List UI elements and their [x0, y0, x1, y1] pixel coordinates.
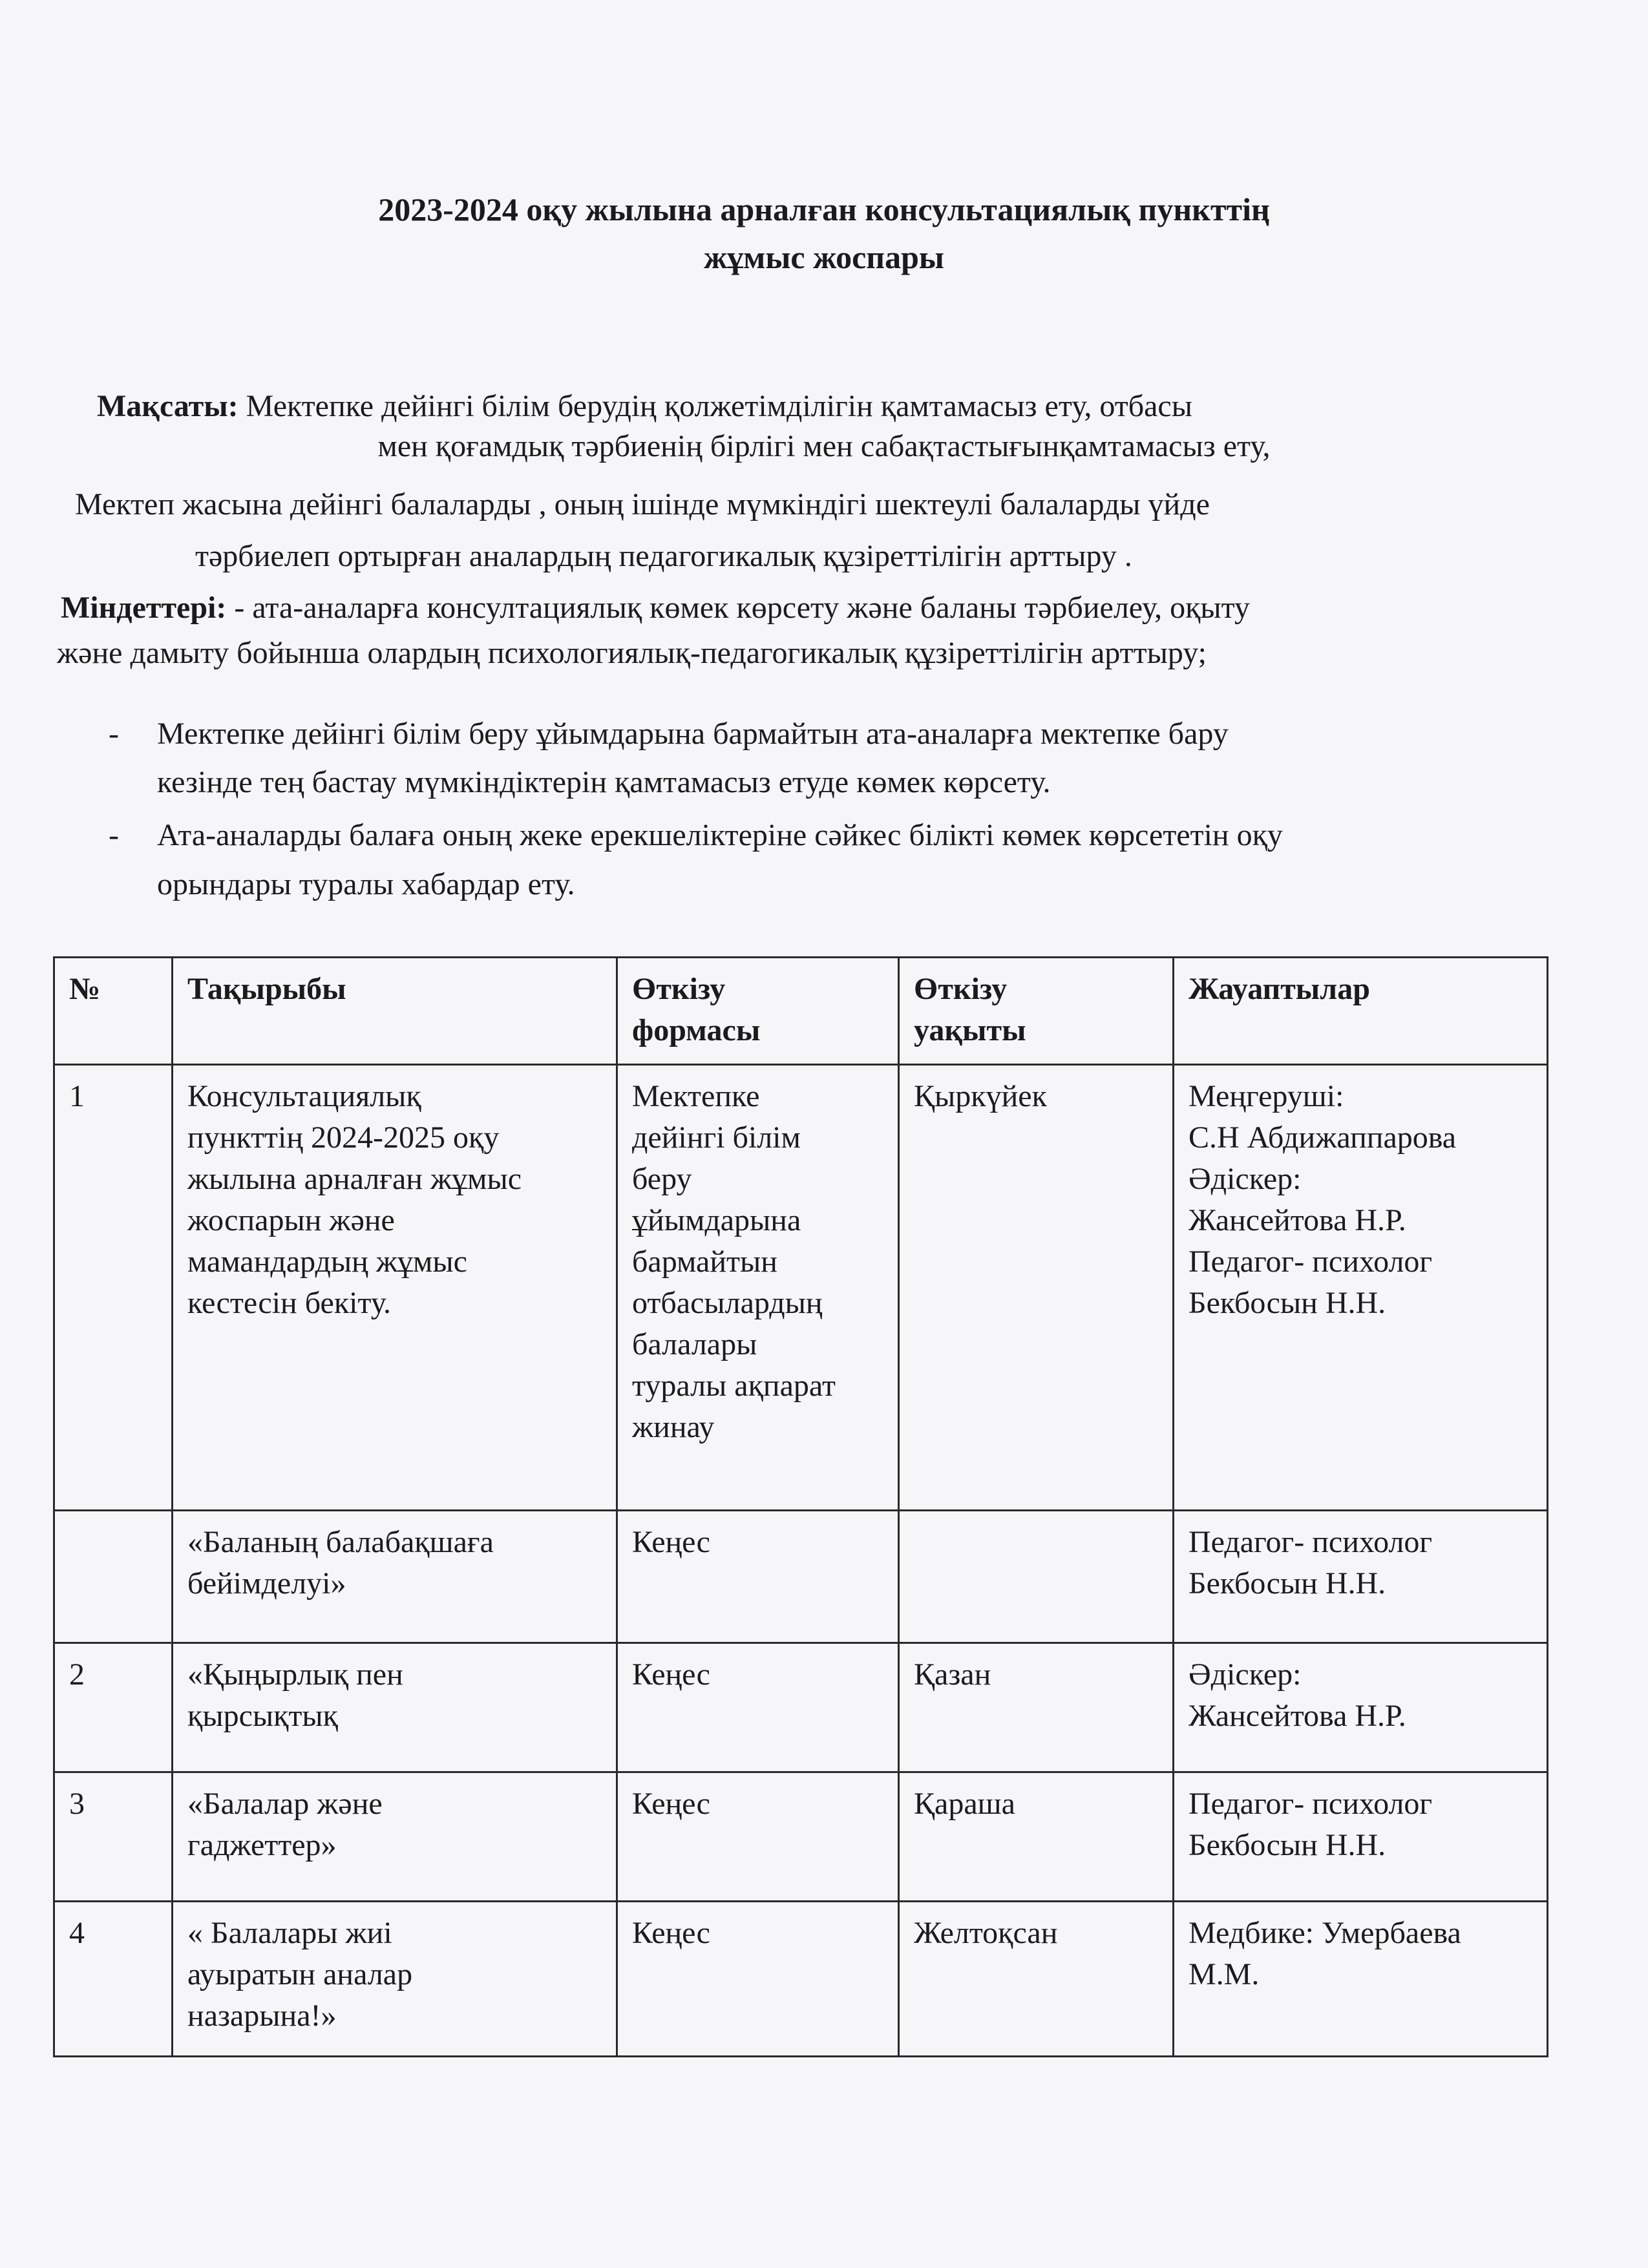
- header-form: Өткізу формасы: [617, 958, 899, 1065]
- row-form: Мектепке дейінгі білім беру ұйымдарына бармайтын отбасылардың балалары туралы ақпарат жинау: [617, 1065, 899, 1511]
- row-responsible: Педагог- психолог Бекбосын Н.Н.: [1174, 1772, 1548, 1902]
- row-responsible: Медбике: Умербаева М.М.: [1174, 1902, 1548, 2057]
- row-topic: «Баланың балабақшаға бейімделуі»: [173, 1511, 617, 1643]
- table-row: [54, 1511, 1548, 1643]
- row-time: Қазан: [899, 1643, 1174, 1772]
- goal-line-3: Мектеп жасына дейінгі балаларды , оның ішінде мүмкіндігі шектеулі балаларды үйде: [75, 487, 1210, 521]
- tasks-label: Міндеттері:: [61, 591, 227, 625]
- row-time: Қараша: [899, 1772, 1174, 1902]
- header-responsible: Жауаптылар: [1174, 958, 1548, 1065]
- row-topic: «Балалар және гаджеттер»: [173, 1772, 617, 1902]
- row-number: 1: [54, 1065, 173, 1511]
- row-form: Кеңес: [617, 1772, 899, 1902]
- goal-text-1: Мектепке дейінгі білім берудің қолжетімділігін қамтамасыз ету, отбасы: [238, 389, 1192, 423]
- row-time: Қыркүйек: [899, 1065, 1174, 1511]
- row-responsible: Меңгеруші: С.Н Абдижаппарова Әдіскер: Жансейтова Н.Р. Педагог- психолог Бекбосын Н.Н.: [1174, 1065, 1548, 1511]
- tasks-text-1: - ата-аналарға консултациялық көмек көрсету және баланы тәрбиелеу, оқыту: [226, 591, 1251, 625]
- bullet-2-line-1: Ата-аналарды балаға оның жеке ерекшеліктеріне сәйкес білікті көмек көрсететін оқу: [157, 818, 1283, 852]
- bullet-1-line-1: Мектепке дейінгі білім беру ұйымдарына бармайтын ата-аналарға мектепке бару: [157, 717, 1229, 751]
- row-number: 2: [54, 1643, 173, 1772]
- tasks-line-2: және дамыту бойынша олардың психологиялық-педагогикалық құзіреттілігін арттыру;: [57, 636, 1207, 670]
- header-topic: Тақырыбы: [173, 958, 617, 1065]
- table-row: [54, 1772, 1548, 1902]
- row-topic: « Балалары жиі ауыратын аналар назарына!»: [173, 1902, 617, 2057]
- goal-line-1: [97, 386, 1192, 426]
- table-row: [54, 1065, 1548, 1511]
- bullet-2-line-2: орындары туралы хабардар ету.: [157, 867, 575, 901]
- tasks-line-1: [61, 588, 1250, 628]
- row-number: 4: [54, 1902, 173, 2057]
- bullet-dash-1: -: [109, 717, 119, 751]
- row-number: 3: [54, 1772, 173, 1902]
- plan-table: [53, 956, 1548, 2057]
- document-title-line-2: жұмыс жоспары: [704, 239, 944, 275]
- row-time: Желтоқсан: [899, 1902, 1174, 2057]
- document-title-line-1: 2023-2024 оқу жылына арналған консультациялық пункттің: [378, 191, 1270, 227]
- row-responsible: Әдіскер: Жансейтова Н.Р.: [1174, 1643, 1548, 1772]
- table-header-row: [54, 958, 1548, 1065]
- header-time: Өткізу уақыты: [899, 958, 1174, 1065]
- row-time: [899, 1511, 1174, 1643]
- bullet-1-line-2: кезінде тең бастау мүмкіндіктерін қамтамасыз етуде көмек көрсету.: [157, 765, 1051, 799]
- row-form: Кеңес: [617, 1643, 899, 1772]
- row-responsible: Педагог- психолог Бекбосын Н.Н.: [1174, 1511, 1548, 1643]
- table-row: [54, 1902, 1548, 2057]
- row-form: Кеңес: [617, 1511, 899, 1643]
- goal-line-2: мен қоғамдық тәрбиенің бірлігі мен сабақтастығынқамтамасыз ету,: [377, 429, 1271, 463]
- goal-line-4: тәрбиелеп ортырған аналардың педагогикалық құзіреттілігін арттыру .: [195, 539, 1132, 573]
- row-form: Кеңес: [617, 1902, 899, 2057]
- goal-label: Мақсаты:: [97, 389, 238, 423]
- row-topic: «Қыңырлық пен қырсықтық: [173, 1643, 617, 1772]
- bullet-dash-2: -: [109, 818, 119, 852]
- table-row: [54, 1643, 1548, 1772]
- row-topic: Консультациялық пункттің 2024-2025 оқу жылына арналған жұмыс жоспарын және мамандардың жұмыс кестесін бекіту.: [173, 1065, 617, 1511]
- row-number: [54, 1511, 173, 1643]
- header-number: №: [54, 958, 173, 1065]
